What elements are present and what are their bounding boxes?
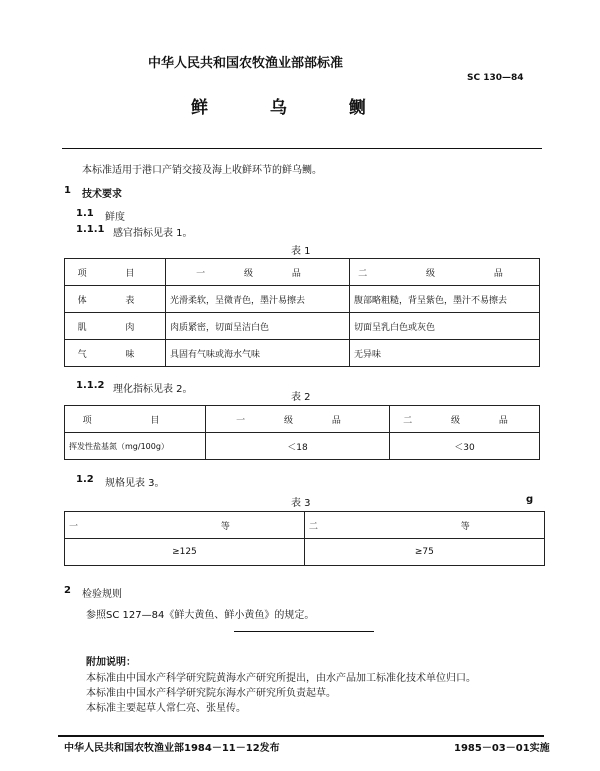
table-cell: ≥125 <box>65 539 305 566</box>
table-3-unit: g <box>526 494 534 505</box>
table-header-row <box>65 512 545 539</box>
section-1-1-1-text: 感官指标见表 1。 <box>113 228 193 239</box>
table-cell: ＜18 <box>206 433 390 460</box>
table-cell: 气 味 <box>65 340 166 367</box>
appendix-line: 本标准主要起草人常仁亮、张星传。 <box>86 703 246 714</box>
issue-date: 中华人民共和国农牧渔业部1984－11－12发布 <box>64 743 280 754</box>
issuing-organization: 中华人民共和国农牧渔业部部标准 <box>148 56 344 71</box>
physicochemical-index-table <box>64 405 540 460</box>
table-header-cell: 项 目 <box>65 259 166 286</box>
table-header-cell: 二 级 品 <box>390 406 540 433</box>
table-cell: 肉质紧密，切面呈洁白色 <box>166 313 350 340</box>
table-cell: 切面呈乳白色或灰色 <box>350 313 540 340</box>
table-2-caption: 表 2 <box>291 392 311 403</box>
standard-code: SC 130—84 <box>467 73 524 83</box>
table-cell: 挥发性盐基氮（mg/100g） <box>65 433 206 460</box>
effective-date: 1985－03－01实施 <box>454 743 550 754</box>
section-1-2-number: 1.2 <box>76 474 94 485</box>
section-2-number: 2 <box>64 585 71 596</box>
table-cell: 体 表 <box>65 286 166 313</box>
table-header-cell: 一 级 品 <box>166 259 350 286</box>
section-2-title: 检验规则 <box>82 589 122 600</box>
table-cell: 具固有气味或海水气味 <box>166 340 350 367</box>
footer-rule <box>58 735 544 737</box>
table-row <box>65 539 545 566</box>
table-header-row <box>65 406 540 433</box>
appendix-line: 本标准由中国水产科学研究院东海水产研究所负责起草。 <box>86 688 336 699</box>
table-cell: ＜30 <box>390 433 540 460</box>
table-cell: 无异味 <box>350 340 540 367</box>
table-cell: ≥75 <box>304 539 544 566</box>
section-1-1-1-number: 1.1.1 <box>76 224 105 235</box>
section-1-1-number: 1.1 <box>76 208 94 219</box>
table-1-caption: 表 1 <box>291 246 311 257</box>
document-title: 鲜 乌 鲗 <box>191 98 394 118</box>
table-header-row <box>65 259 540 286</box>
table-row <box>65 340 540 367</box>
header-rule <box>62 148 542 149</box>
table-3-caption: 表 3 <box>291 498 311 509</box>
section-1-1-title: 鲜度 <box>105 212 125 223</box>
section-1-1-2-text: 理化指标见表 2。 <box>113 384 193 395</box>
table-header-cell: 二 等 <box>304 512 544 539</box>
table-row <box>65 286 540 313</box>
appendix-title: 附加说明： <box>86 657 136 668</box>
table-header-cell: 二 级 品 <box>350 259 540 286</box>
table-cell: 光滑柔软，呈微青色，墨汁易擦去 <box>166 286 350 313</box>
table-row <box>65 313 540 340</box>
table-header-cell: 项 目 <box>65 406 206 433</box>
table-cell: 腹部略粗糙，背呈紫色，墨汁不易擦去 <box>350 286 540 313</box>
appendix-rule <box>234 631 374 632</box>
section-2-text: 参照SC 127—84《鲜大黄鱼、鲜小黄鱼》的规定。 <box>86 610 315 621</box>
sensory-index-table <box>64 258 540 367</box>
table-row <box>65 433 540 460</box>
section-1-1-2-number: 1.1.2 <box>76 380 105 391</box>
specification-table <box>64 511 545 566</box>
table-header-cell: 一 级 品 <box>206 406 390 433</box>
table-header-cell: 一 等 <box>65 512 305 539</box>
section-1-number: 1 <box>64 185 71 196</box>
table-cell: 肌 肉 <box>65 313 166 340</box>
section-1-title: 技术要求 <box>82 189 122 200</box>
scope-statement: 本标准适用于港口产销交接及海上收鲜环节的鲜乌鲗。 <box>82 165 322 176</box>
appendix-line: 本标准由中国水产科学研究院黄海水产研究所提出，由水产品加工标准化技术单位归口。 <box>86 673 476 684</box>
section-1-2-text: 规格见表 3。 <box>105 478 165 489</box>
